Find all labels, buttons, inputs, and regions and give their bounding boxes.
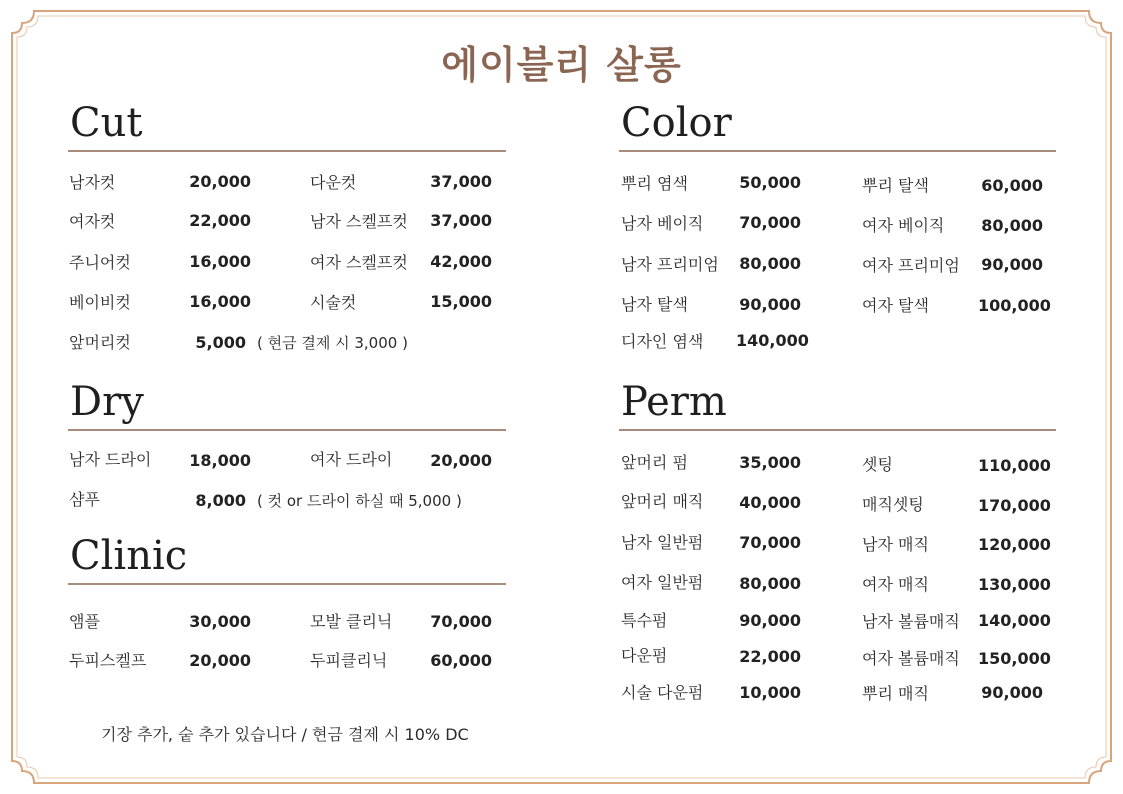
menu-item-price: 80,000 xyxy=(981,216,1043,235)
menu-item-name: 앞머리컷 xyxy=(69,333,131,352)
menu-item-name: 샴푸 xyxy=(69,490,100,509)
menu-item-name: 남자 매직 xyxy=(862,535,929,554)
section-title-perm: Perm xyxy=(621,379,727,425)
menu-item-price: 50,000 xyxy=(739,173,801,192)
menu-item-name: 여자 드라이 xyxy=(310,450,393,469)
menu-item-price: 80,000 xyxy=(739,254,801,273)
menu-item-price: 10,000 xyxy=(739,683,801,702)
menu-item-note: ( 컷 or 드라이 하실 때 5,000 ) xyxy=(257,492,462,510)
menu-item-price: 5,000 xyxy=(195,333,246,352)
menu-item-name: 앞머리 매직 xyxy=(621,492,704,511)
menu-item-price: 35,000 xyxy=(739,453,801,472)
menu-item-price: 15,000 xyxy=(430,292,492,311)
menu-item-price: 37,000 xyxy=(430,211,492,230)
menu-item-price: 70,000 xyxy=(739,213,801,232)
menu-item-name: 디자인 염색 xyxy=(621,332,704,351)
menu-item-name: 매직셋팅 xyxy=(862,495,924,514)
menu-item-name: 여자 매직 xyxy=(862,575,929,594)
menu-item-name: 남자 탈색 xyxy=(621,295,688,314)
menu-item-price: 90,000 xyxy=(739,611,801,630)
menu-item-name: 남자컷 xyxy=(69,173,116,192)
section-divider xyxy=(68,429,506,431)
menu-item-name: 남자 프리미엄 xyxy=(621,255,719,274)
menu-item-price: 16,000 xyxy=(189,252,251,271)
menu-item-price: 22,000 xyxy=(189,211,251,230)
menu-item-name: 여자 일반펌 xyxy=(621,573,704,592)
menu-item-price: 42,000 xyxy=(430,252,492,271)
section-title-clinic: Clinic xyxy=(70,533,188,579)
menu-item-name: 앞머리 펌 xyxy=(621,453,688,472)
section-color xyxy=(619,100,1056,152)
section-divider xyxy=(619,150,1056,152)
menu-item-name: 앰플 xyxy=(69,612,100,631)
menu-item-name: 시술 다운펌 xyxy=(621,683,704,702)
menu-item-price: 20,000 xyxy=(189,172,251,191)
menu-item-price: 70,000 xyxy=(739,533,801,552)
menu-item-name: 여자 탈색 xyxy=(862,296,929,315)
menu-item-price: 8,000 xyxy=(195,491,246,510)
menu-item-price: 30,000 xyxy=(189,612,251,631)
menu-item-price: 16,000 xyxy=(189,292,251,311)
section-title-dry: Dry xyxy=(70,379,144,425)
section-dry xyxy=(68,379,506,431)
menu-item-name: 여자 프리미엄 xyxy=(862,256,960,275)
menu-item-price: 110,000 xyxy=(978,456,1051,475)
menu-item-name: 여자 볼륨매직 xyxy=(862,649,960,668)
menu-item-price: 80,000 xyxy=(739,574,801,593)
menu-item-name: 여자 베이직 xyxy=(862,216,945,235)
menu-item-price: 22,000 xyxy=(739,647,801,666)
menu-item-price: 20,000 xyxy=(430,451,492,470)
menu-item-price: 90,000 xyxy=(739,295,801,314)
menu-item-name: 다운컷 xyxy=(310,173,357,192)
menu-item-price: 90,000 xyxy=(981,255,1043,274)
menu-item-name: 다운펌 xyxy=(621,646,668,665)
menu-item-price: 20,000 xyxy=(189,651,251,670)
menu-item-name: 여자 스켈프컷 xyxy=(310,253,408,272)
menu-item-name: 여자컷 xyxy=(69,212,116,231)
menu-item-name: 두피스켈프 xyxy=(69,651,147,670)
salon-title: 에이블리 살롱 xyxy=(441,43,682,87)
menu-item-price: 60,000 xyxy=(981,176,1043,195)
section-title-color: Color xyxy=(621,100,732,146)
menu-item-price: 170,000 xyxy=(978,496,1051,515)
menu-item-price: 150,000 xyxy=(978,649,1051,668)
menu-item-name: 시술컷 xyxy=(310,293,357,312)
menu-item-name: 특수펌 xyxy=(621,611,668,630)
menu-item-note: ( 현금 결제 시 3,000 ) xyxy=(257,334,408,352)
menu-item-name: 베이비컷 xyxy=(69,293,131,312)
section-divider xyxy=(68,583,506,585)
menu-item-price: 90,000 xyxy=(981,683,1043,702)
menu-item-price: 70,000 xyxy=(430,612,492,631)
menu-item-price: 140,000 xyxy=(978,611,1051,630)
section-divider xyxy=(68,150,506,152)
menu-item-name: 뿌리 탈색 xyxy=(862,176,929,195)
menu-item-name: 남자 일반펌 xyxy=(621,533,704,552)
menu-item-name: 셋팅 xyxy=(862,455,893,474)
section-perm xyxy=(619,379,1056,431)
menu-item-price: 37,000 xyxy=(430,172,492,191)
menu-item-price: 120,000 xyxy=(978,535,1051,554)
menu-item-price: 140,000 xyxy=(736,331,809,350)
section-title-cut: Cut xyxy=(70,100,143,146)
menu-item-price: 100,000 xyxy=(978,296,1051,315)
section-clinic xyxy=(68,533,506,585)
menu-item-name: 뿌리 염색 xyxy=(621,174,688,193)
menu-item-price: 130,000 xyxy=(978,575,1051,594)
menu-item-name: 남자 베이직 xyxy=(621,214,704,233)
menu-item-price: 60,000 xyxy=(430,651,492,670)
menu-item-name: 주니어컷 xyxy=(69,253,131,272)
footer-note: 기장 추가, 숱 추가 있습니다 / 현금 결제 시 10% DC xyxy=(101,725,469,744)
menu-item-price: 40,000 xyxy=(739,493,801,512)
menu-item-name: 모발 클리닉 xyxy=(310,612,393,631)
menu-item-name: 남자 스켈프컷 xyxy=(310,212,408,231)
menu-item-price: 18,000 xyxy=(189,451,251,470)
menu-item-name: 남자 볼륨매직 xyxy=(862,612,960,631)
section-cut xyxy=(68,100,506,152)
menu-item-name: 두피클리닉 xyxy=(310,651,388,670)
menu-item-name: 남자 드라이 xyxy=(69,450,152,469)
section-divider xyxy=(619,429,1056,431)
menu-item-name: 뿌리 매직 xyxy=(862,684,929,703)
